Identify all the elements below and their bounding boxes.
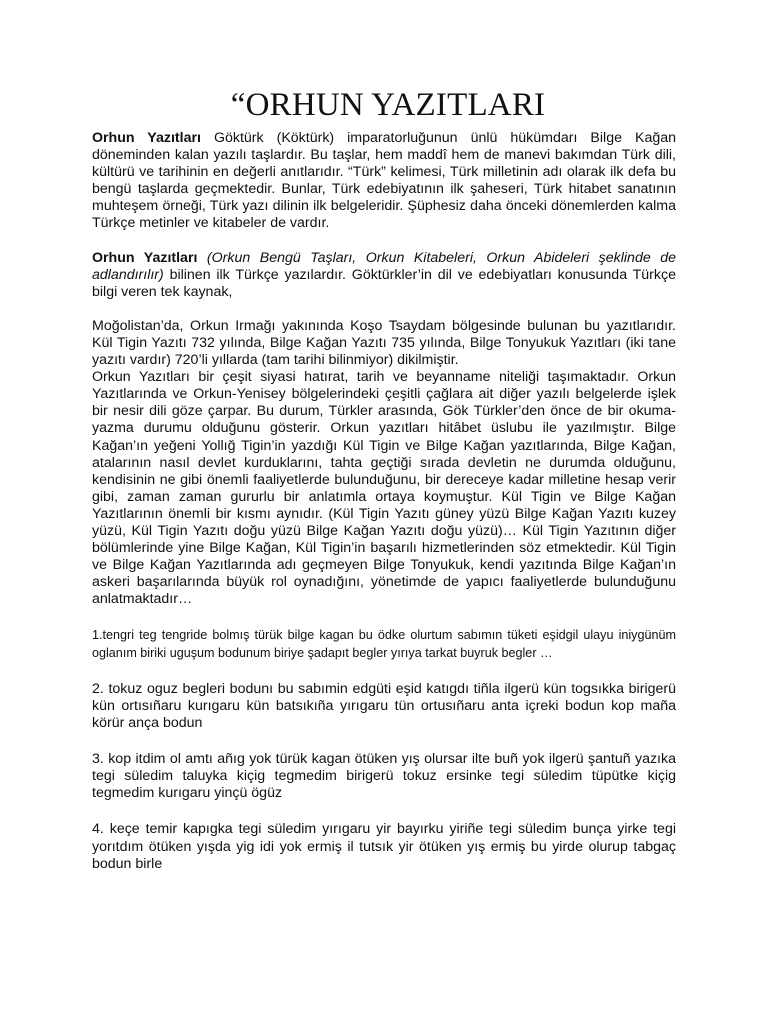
paragraph-text: Göktürk (Köktürk) imparatorluğunun ünlü hükümdarı Bilge Kağan döneminden kalan yazılı taşlardır. Bu taşlar, hem maddî hem de manevi bakımdan Türk dili, kültürü ve tarihinin en değerli anıtlarıdır. “Türk” kelimesi, Türk milletinin adı olarak ilk defa bu bengü taşlarda geçmektedir. Bunlar, Türk edebiyatının ilk şaheseri, Türk hitabet sanatının muhteşem örneği, Türk yazı dilinin ilk belgeleridir. Şüphesiz daha önceki dönemlerden kalma Türkçe metinler ve kitabeler de vardır. xyxy=(92,130,676,232)
inscription-line-2: 2. tokuz oguz begleri bodunı bu sabımin edgüti eşid katıgdı tiñla ilgerü kün togsıkka birigerü kün ortısıñaru kurıgaru kün batsıkıña yırıgaru tün ortusıñaru anta içreki bodun kop maña körür ança bodun xyxy=(92,680,676,732)
paragraph-content: Orkun Yazıtları bir çeşit siyasi hatırat, tarih ve beyanname niteliği taşımaktadır. Orkun Yazıtlarında ve Orkun-Yenisey bölgelerindeki çeşitli çağlara ait diğer yazılı belgelerde işlek bir nesir dili göze çarpar. Bu durum, Türkler arasında, Gök Türkler’den önce de bir okuma-yazma durumu olduğunu gösterir. Orkun yazıtları hitâbet üslubu ile yazılmıştır. Bilge Kağan’ın yeğeni Yollığ Tigin’in yazdığı Kül Tigin ve Bilge Kağan yazıtlarında, Bilge Kağan, atalarının nasıl devlet kurduklarını, tahta geçtiği sırada devletin ne durumda olduğunu, kendisinin ne gibi önemli faaliyetlerde bulunduğunu, bir dereceye kadar milletine hesap verir gibi, zaman zaman gururlu bir anlatımla ortaya koymuştur. Kül Tigin ve Bilge Kağan Yazıtlarının önemli bir kısmı aynıdır. (Kül Tigin Yazıtı güney yüzü Bilge Kağan Yazıtı kuzey yüzü, Kül Tigin Yazıtı doğu yüzü Bilge Kağan Yazıtı doğu yüzü)… Kül Tigin Yazıtının diğer bölümlerinde yine Bilge Kağan, Kül Tigin’in başarılı hizmetlerinden söz etmektedir. Kül Tigin ve Bilge Kağan Yazıtlarında adı geçmeyen Bilge Tonyukuk, kendi yazıtında Bilge Kağan’ın askeri başarılarında büyük rol oynadığını, yönetimde de yapıcı faaliyetlerde bulunduğunu anlatmaktadır… xyxy=(92,369,676,608)
paragraph-text: bilinen ilk Türkçe yazılardır. Göktürkler’in dil ve edebiyatları konusunda Türkçe bilgi veren tek kaynak, xyxy=(92,266,676,300)
document-body xyxy=(92,86,676,873)
paragraph-lead-bold: Orhun Yazıtları xyxy=(92,249,198,266)
inscription-line-3: 3. kop itdim ol amtı añıg yok türük kagan ötüken yış olursar ilte buñ yok ilgerü şantuñ yazıka tegi süledim taluyka kiçig tegmedim birigerü tokuz ersinke tegi süledim tüpütke kiçig tegmedim kurıgaru yinçü ögüz xyxy=(92,751,676,802)
inscription-line-1: 1.tengri teg tengride bolmış türük bilge kagan bu ödke olurtum sabımın tüketi eşidgil ulayu iniygünüm oglanım biriki uguşum bodunum biriye şadapıt begler yırıya tarkat buyruk begler … xyxy=(92,628,676,660)
page-title: “ORHUN YAZITLARI xyxy=(230,87,546,123)
paragraph-lead-bold: Orhun Yazıtları xyxy=(92,130,201,146)
paragraph-intro xyxy=(92,130,676,233)
inscription-line-4: 4. keçe temir kapıgka tegi süledim yırıgaru yir bayırku yiriñe tegi süledim bunça yirke tegi yorıtdım ötüken yışda yig idi yok ermiş il tutsık yir ötüken yış ermiş bu yirde olurup tabgaç bodun birle xyxy=(92,821,676,872)
paragraph-location: Moğolistan’da, Orkun Irmağı yakınında Koşo Tsaydam bölgesinde bulunan bu yazıtlarıdır. Kül Tigin Yazıtı 732 yılında, Bilge Kağan Yazıtı 735 yılında, Bilge Tonyukuk Yazıtları (iki tane yazıtı vardır) 720’li yıllarda (tam tarihi bilinmiyor) dikilmiştir. xyxy=(92,317,676,369)
paragraph-italic-note: (Orkun Bengü Taşları, Orkun Kitabeleri, Orkun Abideleri şeklinde de adlandırılır) xyxy=(92,249,676,283)
paragraph-definition xyxy=(92,250,676,301)
